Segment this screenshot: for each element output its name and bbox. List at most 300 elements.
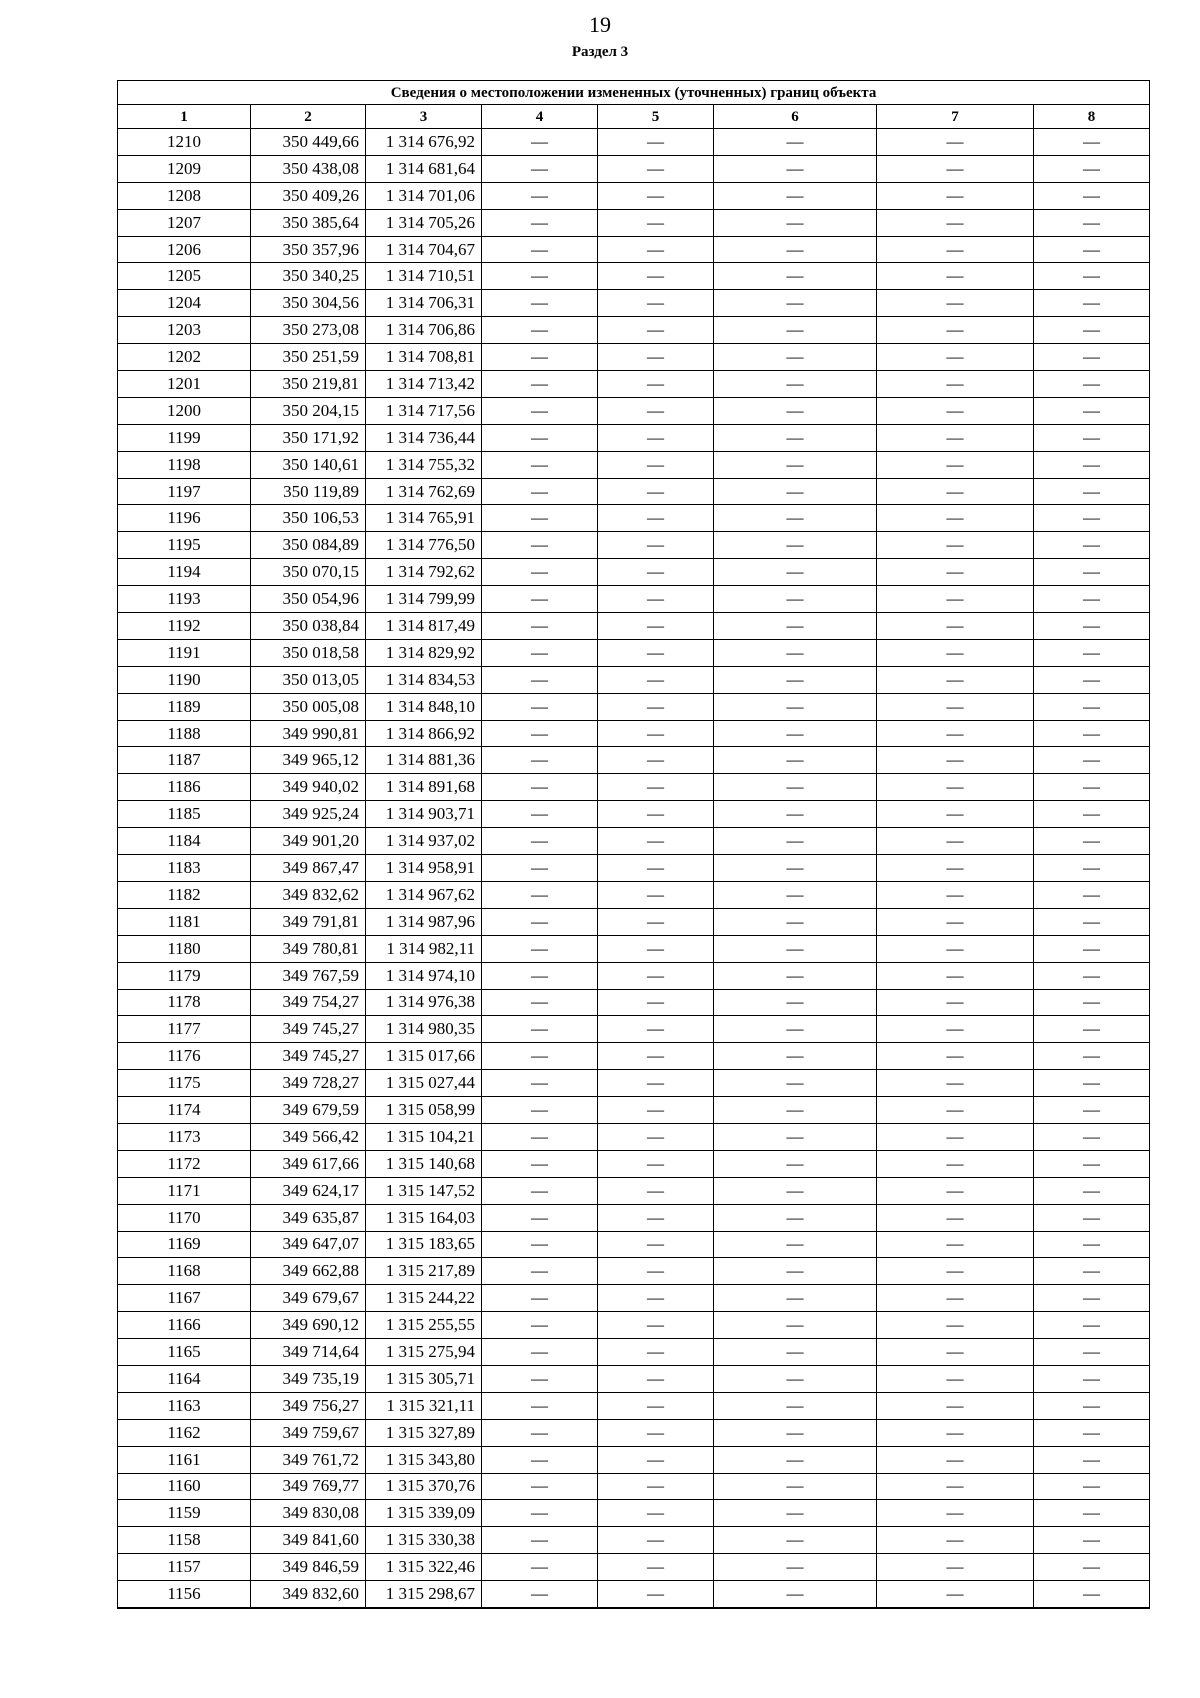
dash-mark: —: [531, 212, 548, 232]
empty-cell-col-7: [877, 962, 1034, 989]
empty-cell-col-7: [877, 1581, 1034, 1608]
dash-mark: —: [1083, 804, 1100, 824]
empty-cell-col-6: [714, 397, 877, 424]
dash-mark: —: [946, 1368, 964, 1388]
table-caption: Сведения о местоположении измененных (уточненных) границ объекта: [118, 81, 1150, 105]
empty-cell-col-6: [714, 129, 877, 156]
empty-cell-col-7: [877, 989, 1034, 1016]
empty-cell-col-5: [598, 639, 714, 666]
x-coordinate-cell: 349 767,59: [251, 962, 366, 989]
dash-mark: —: [946, 1422, 964, 1442]
dash-mark: —: [647, 373, 664, 393]
point-number-cell: 1186: [118, 774, 251, 801]
point-number-cell: 1172: [118, 1150, 251, 1177]
dash-mark: —: [946, 589, 964, 609]
dash-mark: —: [946, 1046, 964, 1066]
dash-mark: —: [946, 1153, 964, 1173]
y-coordinate-cell: 1 314 710,51: [366, 263, 482, 290]
empty-cell-col-6: [714, 559, 877, 586]
y-coordinate-cell: 1 315 255,55: [366, 1312, 482, 1339]
empty-cell-col-6: [714, 290, 877, 317]
dash-mark: —: [531, 669, 548, 689]
empty-cell-col-5: [598, 1204, 714, 1231]
point-number-cell: 1170: [118, 1204, 251, 1231]
table-row: [118, 774, 1150, 801]
dash-mark: —: [946, 831, 964, 851]
dash-mark: —: [531, 373, 548, 393]
table-row: [118, 1150, 1150, 1177]
empty-cell-col-7: [877, 1473, 1034, 1500]
dash-mark: —: [1083, 185, 1100, 205]
point-number-cell: 1157: [118, 1554, 251, 1581]
x-coordinate-cell: 349 832,62: [251, 881, 366, 908]
dash-mark: —: [946, 1100, 964, 1119]
empty-cell-col-8: [1034, 344, 1150, 371]
empty-cell-col-7: [877, 720, 1034, 747]
y-coordinate-cell: 1 314 982,11: [366, 935, 482, 962]
empty-cell-col-7: [877, 1339, 1034, 1366]
x-coordinate-cell: 349 647,07: [251, 1231, 366, 1258]
empty-cell-col-6: [714, 1258, 877, 1285]
x-coordinate-cell: 349 617,66: [251, 1150, 366, 1177]
x-coordinate-cell: 350 171,92: [251, 424, 366, 451]
empty-cell-col-8: [1034, 666, 1150, 693]
empty-cell-col-5: [598, 828, 714, 855]
point-number-cell: 1156: [118, 1581, 251, 1608]
dash-mark: —: [1083, 696, 1100, 716]
empty-cell-col-7: [877, 1419, 1034, 1446]
point-number-cell: 1192: [118, 613, 251, 640]
point-number-cell: 1196: [118, 505, 251, 532]
empty-cell-col-7: [877, 1016, 1034, 1043]
dash-mark: —: [1083, 723, 1100, 743]
dash-mark: —: [531, 1449, 548, 1469]
dash-mark: —: [1083, 481, 1100, 501]
empty-cell-col-8: [1034, 1258, 1150, 1285]
table-row: [118, 828, 1150, 855]
empty-cell-col-8: [1034, 236, 1150, 263]
x-coordinate-cell: 350 340,25: [251, 263, 366, 290]
empty-cell-col-6: [714, 1070, 877, 1097]
empty-cell-col-5: [598, 397, 714, 424]
empty-cell-col-7: [877, 397, 1034, 424]
empty-cell-col-7: [877, 908, 1034, 935]
dash-mark: —: [1083, 1557, 1100, 1577]
table-row: [118, 1473, 1150, 1500]
y-coordinate-cell: 1 315 305,71: [366, 1365, 482, 1392]
empty-cell-col-7: [877, 881, 1034, 908]
dash-mark: —: [786, 212, 804, 232]
dash-mark: —: [531, 615, 548, 635]
y-coordinate-cell: 1 314 903,71: [366, 801, 482, 828]
x-coordinate-cell: 349 990,81: [251, 720, 366, 747]
dash-mark: —: [647, 454, 664, 474]
empty-cell-col-6: [714, 935, 877, 962]
dash-mark: —: [1083, 239, 1100, 259]
dash-mark: —: [946, 1449, 964, 1469]
empty-cell-col-5: [598, 371, 714, 398]
empty-cell-col-5: [598, 613, 714, 640]
dash-mark: —: [647, 1073, 664, 1093]
x-coordinate-cell: 350 070,15: [251, 559, 366, 586]
dash-mark: —: [946, 1261, 964, 1281]
y-coordinate-cell: 1 314 799,99: [366, 586, 482, 613]
dash-mark: —: [1083, 1261, 1100, 1281]
table-row: [118, 478, 1150, 505]
dash-mark: —: [531, 642, 548, 662]
table-row: [118, 371, 1150, 398]
point-number-cell: 1181: [118, 908, 251, 935]
dash-mark: —: [531, 723, 548, 743]
dash-mark: —: [647, 831, 664, 851]
empty-cell-col-6: [714, 1527, 877, 1554]
y-coordinate-cell: 1 315 321,11: [366, 1392, 482, 1419]
point-number-cell: 1162: [118, 1419, 251, 1446]
dash-mark: —: [786, 1503, 804, 1523]
dash-mark: —: [786, 347, 804, 367]
column-number-8: 8: [1034, 105, 1150, 129]
empty-cell-col-4: [482, 693, 598, 720]
empty-cell-col-4: [482, 639, 598, 666]
table-row: [118, 639, 1150, 666]
dash-mark: —: [786, 427, 804, 447]
x-coordinate-cell: 350 038,84: [251, 613, 366, 640]
table-row: [118, 1043, 1150, 1070]
empty-cell-col-4: [482, 263, 598, 290]
table-row: [118, 586, 1150, 613]
dash-mark: —: [946, 535, 964, 555]
dash-mark: —: [946, 481, 964, 501]
empty-cell-col-7: [877, 209, 1034, 236]
dash-mark: —: [946, 1557, 964, 1577]
y-coordinate-cell: 1 314 866,92: [366, 720, 482, 747]
empty-cell-col-8: [1034, 371, 1150, 398]
point-number-cell: 1201: [118, 371, 251, 398]
dash-mark: —: [1083, 347, 1100, 367]
y-coordinate-cell: 1 315 339,09: [366, 1500, 482, 1527]
dash-mark: —: [786, 535, 804, 555]
empty-cell-col-8: [1034, 1446, 1150, 1473]
dash-mark: —: [531, 562, 548, 582]
empty-cell-col-4: [482, 962, 598, 989]
empty-cell-col-6: [714, 828, 877, 855]
point-number-cell: 1206: [118, 236, 251, 263]
dash-mark: —: [1083, 131, 1100, 151]
empty-cell-col-4: [482, 666, 598, 693]
dash-mark: —: [647, 481, 664, 501]
x-coordinate-cell: 349 761,72: [251, 1446, 366, 1473]
dash-mark: —: [531, 1503, 548, 1523]
dash-mark: —: [786, 1100, 804, 1119]
dash-mark: —: [647, 777, 664, 797]
dash-mark: —: [946, 1234, 964, 1254]
x-coordinate-cell: 349 780,81: [251, 935, 366, 962]
dash-mark: —: [946, 1288, 964, 1308]
dash-mark: —: [946, 669, 964, 689]
x-coordinate-cell: 349 624,17: [251, 1177, 366, 1204]
table-row: [118, 209, 1150, 236]
dash-mark: —: [531, 508, 548, 528]
table-row: [118, 720, 1150, 747]
dash-mark: —: [946, 1315, 964, 1335]
point-number-cell: 1158: [118, 1527, 251, 1554]
point-number-cell: 1194: [118, 559, 251, 586]
empty-cell-col-4: [482, 586, 598, 613]
dash-mark: —: [1083, 508, 1100, 528]
point-number-cell: 1193: [118, 586, 251, 613]
dash-mark: —: [786, 1153, 804, 1173]
dash-mark: —: [531, 1234, 548, 1254]
empty-cell-col-6: [714, 1365, 877, 1392]
empty-cell-col-6: [714, 908, 877, 935]
empty-cell-col-6: [714, 371, 877, 398]
point-number-cell: 1180: [118, 935, 251, 962]
empty-cell-col-5: [598, 559, 714, 586]
empty-cell-col-8: [1034, 908, 1150, 935]
dash-mark: —: [946, 427, 964, 447]
dash-mark: —: [946, 723, 964, 743]
empty-cell-col-5: [598, 747, 714, 774]
dash-mark: —: [531, 266, 548, 286]
point-number-cell: 1205: [118, 263, 251, 290]
dash-mark: —: [786, 1368, 804, 1388]
dash-mark: —: [531, 1073, 548, 1093]
empty-cell-col-6: [714, 1554, 877, 1581]
x-coordinate-cell: 350 385,64: [251, 209, 366, 236]
x-coordinate-cell: 349 735,19: [251, 1365, 366, 1392]
y-coordinate-cell: 1 315 275,94: [366, 1339, 482, 1366]
dash-mark: —: [531, 320, 548, 340]
y-coordinate-cell: 1 315 327,89: [366, 1419, 482, 1446]
empty-cell-col-8: [1034, 1419, 1150, 1446]
empty-cell-col-6: [714, 1177, 877, 1204]
dash-mark: —: [531, 1342, 548, 1362]
page-number: 19: [589, 12, 611, 37]
dash-mark: —: [786, 1449, 804, 1469]
empty-cell-col-4: [482, 1365, 598, 1392]
empty-cell-col-8: [1034, 639, 1150, 666]
y-coordinate-cell: 1 315 298,67: [366, 1581, 482, 1608]
table-row: [118, 855, 1150, 882]
x-coordinate-cell: 349 791,81: [251, 908, 366, 935]
y-coordinate-cell: 1 315 140,68: [366, 1150, 482, 1177]
x-coordinate-cell: 349 690,12: [251, 1312, 366, 1339]
dash-mark: —: [647, 535, 664, 555]
table-row: [118, 962, 1150, 989]
empty-cell-col-7: [877, 1097, 1034, 1124]
dash-mark: —: [946, 965, 964, 985]
dash-mark: —: [786, 1342, 804, 1362]
x-coordinate-cell: 350 054,96: [251, 586, 366, 613]
y-coordinate-cell: 1 314 676,92: [366, 129, 482, 156]
empty-cell-col-7: [877, 290, 1034, 317]
dash-mark: —: [946, 266, 964, 286]
y-coordinate-cell: 1 315 027,44: [366, 1070, 482, 1097]
y-coordinate-cell: 1 314 713,42: [366, 371, 482, 398]
dash-mark: —: [786, 239, 804, 259]
table-row: [118, 908, 1150, 935]
empty-cell-col-8: [1034, 559, 1150, 586]
empty-cell-col-8: [1034, 1097, 1150, 1124]
dash-mark: —: [946, 320, 964, 340]
dash-mark: —: [946, 938, 964, 958]
dash-mark: —: [647, 239, 664, 259]
table-row: [118, 1231, 1150, 1258]
empty-cell-col-5: [598, 344, 714, 371]
empty-cell-col-7: [877, 1500, 1034, 1527]
empty-cell-col-5: [598, 1339, 714, 1366]
y-coordinate-cell: 1 314 717,56: [366, 397, 482, 424]
dash-mark: —: [946, 1019, 964, 1039]
empty-cell-col-7: [877, 935, 1034, 962]
empty-cell-col-5: [598, 209, 714, 236]
empty-cell-col-7: [877, 666, 1034, 693]
x-coordinate-cell: 349 745,27: [251, 1043, 366, 1070]
empty-cell-col-4: [482, 1043, 598, 1070]
empty-cell-col-7: [877, 559, 1034, 586]
dash-mark: —: [946, 884, 964, 904]
dash-mark: —: [946, 777, 964, 797]
dash-mark: —: [946, 1395, 964, 1415]
y-coordinate-cell: 1 315 370,76: [366, 1473, 482, 1500]
empty-cell-col-6: [714, 586, 877, 613]
x-coordinate-cell: 349 679,67: [251, 1285, 366, 1312]
point-number-cell: 1160: [118, 1473, 251, 1500]
empty-cell-col-4: [482, 774, 598, 801]
empty-cell-col-7: [877, 532, 1034, 559]
empty-cell-col-5: [598, 317, 714, 344]
y-coordinate-cell: 1 315 322,46: [366, 1554, 482, 1581]
point-number-cell: 1173: [118, 1123, 251, 1150]
point-number-cell: 1190: [118, 666, 251, 693]
dash-mark: —: [531, 1288, 548, 1308]
table-row: [118, 344, 1150, 371]
dash-mark: —: [647, 1584, 664, 1604]
empty-cell-col-6: [714, 1231, 877, 1258]
empty-cell-col-8: [1034, 1016, 1150, 1043]
y-coordinate-cell: 1 314 976,38: [366, 989, 482, 1016]
empty-cell-col-7: [877, 1285, 1034, 1312]
dash-mark: —: [647, 1503, 664, 1523]
empty-cell-col-7: [877, 774, 1034, 801]
dash-mark: —: [531, 454, 548, 474]
dash-mark: —: [647, 750, 664, 770]
empty-cell-col-6: [714, 1500, 877, 1527]
dash-mark: —: [531, 857, 548, 877]
empty-cell-col-7: [877, 505, 1034, 532]
table-row: [118, 747, 1150, 774]
dash-mark: —: [531, 1100, 548, 1119]
empty-cell-col-8: [1034, 290, 1150, 317]
y-coordinate-cell: 1 314 792,62: [366, 559, 482, 586]
empty-cell-col-5: [598, 182, 714, 209]
y-coordinate-cell: 1 314 980,35: [366, 1016, 482, 1043]
dash-mark: —: [1083, 1449, 1100, 1469]
dash-mark: —: [1083, 911, 1100, 931]
empty-cell-col-5: [598, 989, 714, 1016]
dash-mark: —: [531, 1315, 548, 1335]
empty-cell-col-6: [714, 855, 877, 882]
dash-mark: —: [946, 1126, 964, 1146]
table-row: [118, 236, 1150, 263]
section-title: Раздел 3: [571, 44, 629, 60]
x-coordinate-cell: 350 449,66: [251, 129, 366, 156]
empty-cell-col-5: [598, 1123, 714, 1150]
point-number-cell: 1166: [118, 1312, 251, 1339]
empty-cell-col-5: [598, 1177, 714, 1204]
dash-mark: —: [786, 615, 804, 635]
empty-cell-col-7: [877, 1070, 1034, 1097]
empty-cell-col-5: [598, 263, 714, 290]
empty-cell-col-8: [1034, 397, 1150, 424]
y-coordinate-cell: 1 314 706,86: [366, 317, 482, 344]
dash-mark: —: [786, 373, 804, 393]
dash-mark: —: [946, 911, 964, 931]
dash-mark: —: [531, 1476, 548, 1496]
empty-cell-col-4: [482, 129, 598, 156]
column-number-row: [118, 105, 1150, 129]
point-number-cell: 1210: [118, 129, 251, 156]
y-coordinate-cell: 1 314 736,44: [366, 424, 482, 451]
empty-cell-col-5: [598, 1473, 714, 1500]
dash-mark: —: [1083, 1288, 1100, 1308]
empty-cell-col-4: [482, 1285, 598, 1312]
empty-cell-col-7: [877, 1446, 1034, 1473]
point-number-cell: 1183: [118, 855, 251, 882]
dash-mark: —: [531, 293, 548, 313]
point-number-cell: 1163: [118, 1392, 251, 1419]
empty-cell-col-6: [714, 989, 877, 1016]
y-coordinate-cell: 1 315 343,80: [366, 1446, 482, 1473]
point-number-cell: 1199: [118, 424, 251, 451]
empty-cell-col-5: [598, 1312, 714, 1339]
dash-mark: —: [1083, 1395, 1100, 1415]
empty-cell-col-5: [598, 1285, 714, 1312]
dash-mark: —: [1083, 831, 1100, 851]
dash-mark: —: [786, 1073, 804, 1093]
empty-cell-col-7: [877, 424, 1034, 451]
point-number-cell: 1179: [118, 962, 251, 989]
dash-mark: —: [531, 1153, 548, 1173]
dash-mark: —: [1083, 454, 1100, 474]
table-row: [118, 532, 1150, 559]
dash-mark: —: [946, 562, 964, 582]
table-row: [118, 666, 1150, 693]
empty-cell-col-7: [877, 451, 1034, 478]
y-coordinate-cell: 1 314 817,49: [366, 613, 482, 640]
empty-cell-col-6: [714, 1392, 877, 1419]
dash-mark: —: [946, 804, 964, 824]
empty-cell-col-4: [482, 1500, 598, 1527]
dash-mark: —: [786, 831, 804, 851]
empty-cell-col-7: [877, 263, 1034, 290]
dash-mark: —: [647, 992, 664, 1012]
empty-cell-col-5: [598, 1554, 714, 1581]
dash-mark: —: [786, 158, 804, 178]
empty-cell-col-4: [482, 1312, 598, 1339]
point-number-cell: 1168: [118, 1258, 251, 1285]
empty-cell-col-4: [482, 1419, 598, 1446]
x-coordinate-cell: 349 830,08: [251, 1500, 366, 1527]
empty-cell-col-7: [877, 693, 1034, 720]
point-number-cell: 1184: [118, 828, 251, 855]
empty-cell-col-8: [1034, 613, 1150, 640]
empty-cell-col-6: [714, 424, 877, 451]
dash-mark: —: [946, 373, 964, 393]
point-number-cell: 1165: [118, 1339, 251, 1366]
empty-cell-col-6: [714, 505, 877, 532]
empty-cell-col-4: [482, 478, 598, 505]
